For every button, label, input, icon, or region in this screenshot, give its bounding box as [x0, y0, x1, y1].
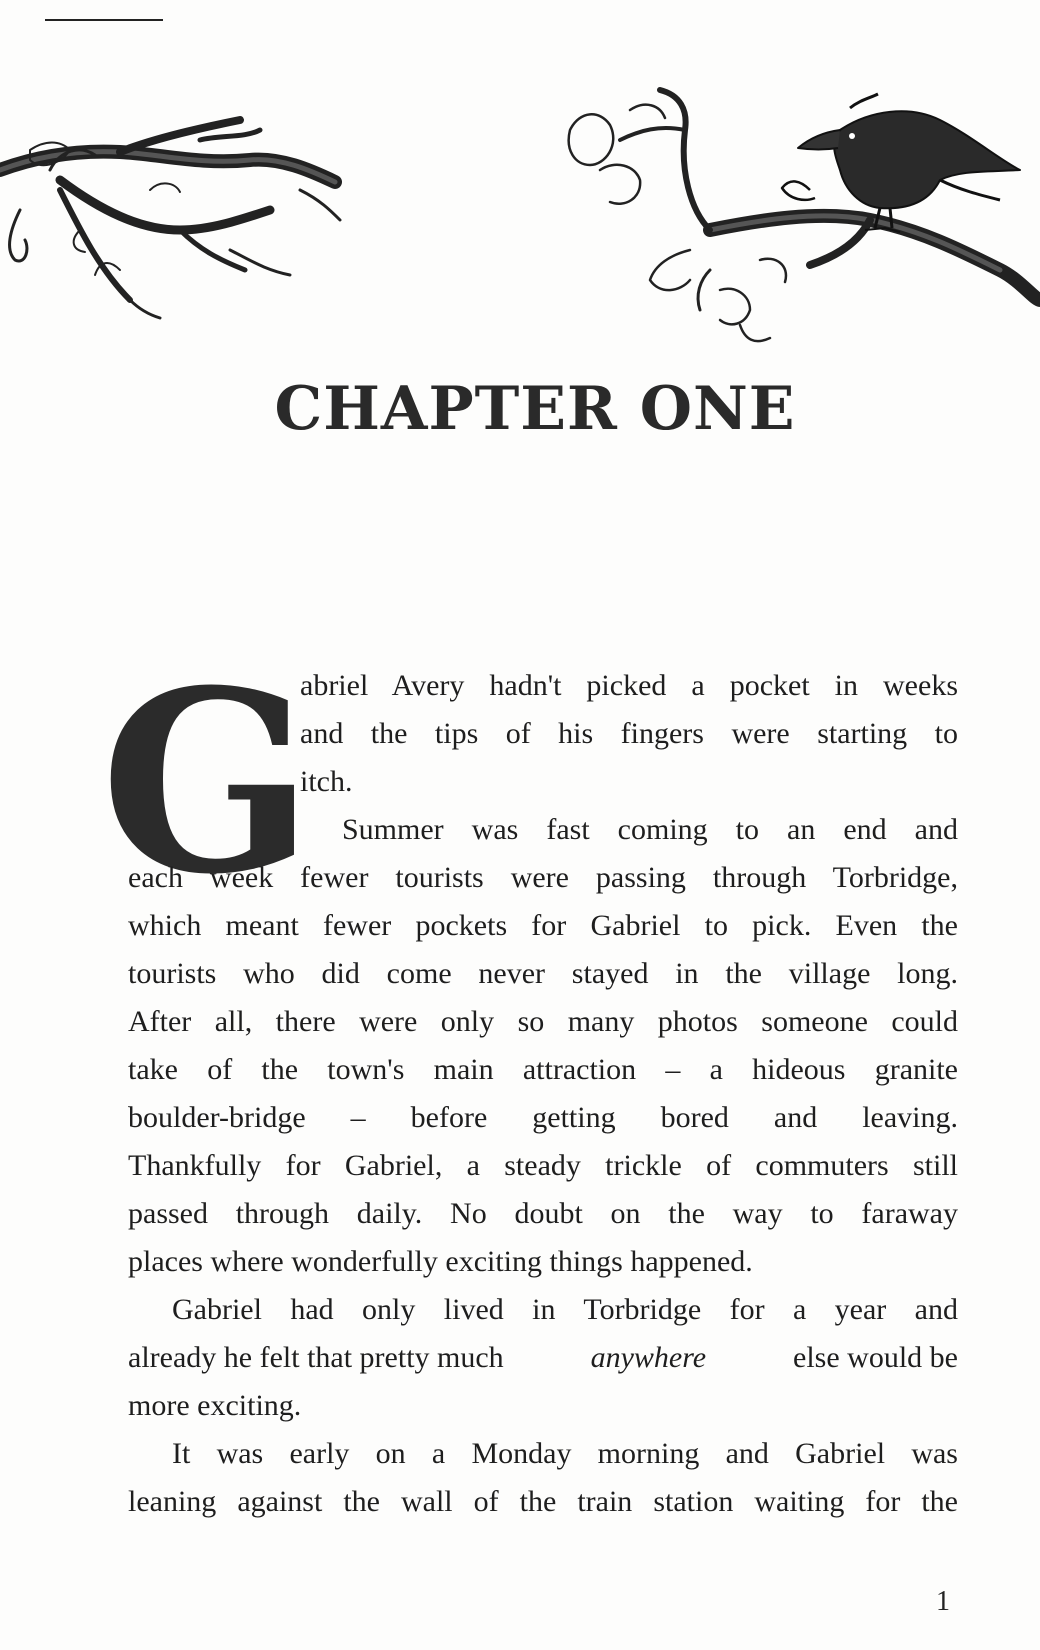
text-line: take of the town's main attraction – a hideous granite: [128, 1053, 958, 1086]
text-line: leaning against the wall of the train station waiting for the: [128, 1485, 958, 1518]
top-rule: [45, 19, 163, 21]
branch-illustration-left: [0, 110, 360, 325]
text-line: Gabriel had only lived in Torbridge for a year and: [172, 1293, 958, 1326]
drop-cap-text: G: [100, 635, 314, 929]
text-line: places where wonderfully exciting things happened.: [128, 1245, 753, 1278]
page-number: 1: [936, 1586, 950, 1617]
text-line: each week fewer tourists were passing through Torbridge,: [128, 861, 958, 894]
text-line: more exciting.: [128, 1389, 302, 1422]
crow-on-branch-illustration: [560, 70, 1040, 370]
text-line: Summer was fast coming to an end and: [342, 813, 958, 846]
text-line: passed through daily. No doubt on the way to faraway: [128, 1197, 958, 1230]
text-line: tourists who did come never stayed in the village long.: [128, 957, 958, 990]
text-line: abriel Avery hadn't picked a pocket in weeks: [300, 669, 958, 702]
text-line: After all, there were only so many photos someone could: [128, 1005, 958, 1038]
text-line: boulder-bridge – before getting bored and leaving.: [128, 1101, 958, 1134]
text-line: itch.: [300, 765, 353, 798]
text-line: Thankfully for Gabriel, a steady trickle of commuters still: [128, 1149, 958, 1182]
text-line: which meant fewer pockets for Gabriel to pick. Even the: [128, 909, 958, 942]
text-line: and the tips of his fingers were starting to: [300, 717, 958, 750]
text-line: already he felt that pretty much anywhere else would be: [128, 1334, 958, 1382]
chapter-title: CHAPTER ONE: [274, 374, 796, 444]
emphasis-anywhere: anywhere: [590, 1341, 707, 1374]
text-line: It was early on a Monday morning and Gabriel was: [172, 1437, 958, 1470]
